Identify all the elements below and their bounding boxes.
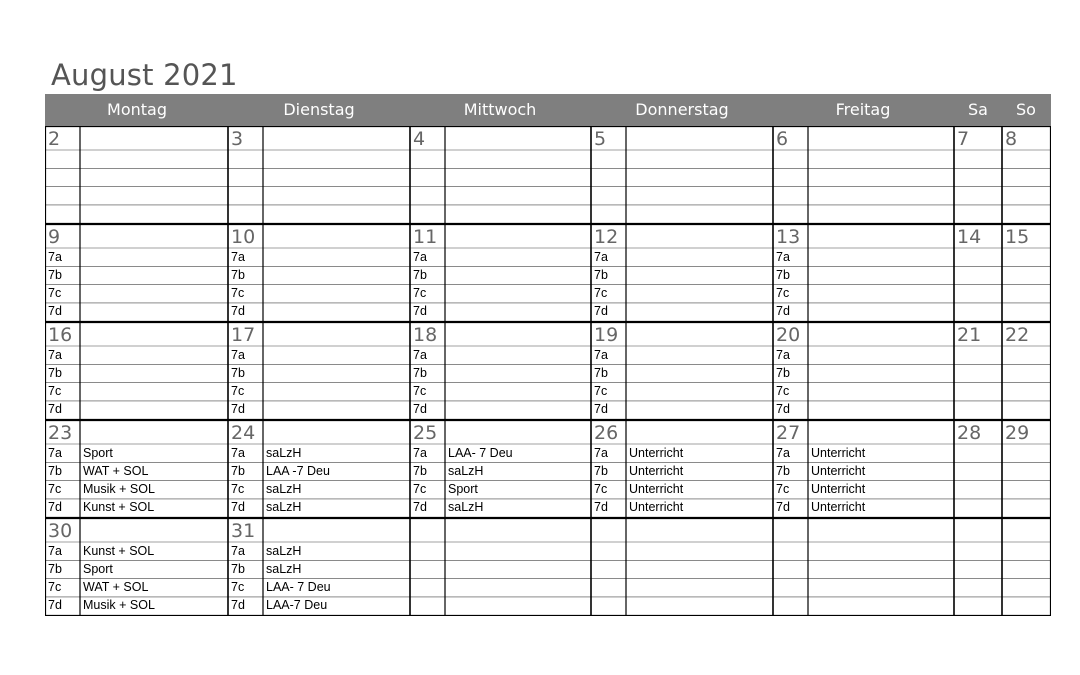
lesson-entry: Musik + SOL [83, 482, 155, 497]
day-number: 24 [231, 422, 256, 444]
weekend-day-number: 14 [957, 226, 982, 248]
class-label: 7b [413, 365, 427, 380]
class-label: 7a [231, 249, 245, 264]
class-label: 7b [413, 463, 427, 478]
class-label: 7b [48, 365, 62, 380]
class-label: 7b [776, 463, 790, 478]
class-label: 7a [231, 543, 245, 558]
lesson-entry: Unterricht [629, 463, 684, 478]
day-number: 2 [48, 128, 61, 150]
lesson-entry: LAA- 7 Deu [266, 580, 331, 595]
weekday-header-2: Mittwoch [463, 100, 537, 119]
class-label: 7d [48, 402, 62, 417]
class-label: 7d [231, 304, 245, 319]
grid-lines [45, 126, 1051, 616]
weekday-header-0: Montag [107, 100, 167, 119]
lesson-entry: Unterricht [811, 445, 866, 460]
day-number: 6 [776, 128, 789, 150]
class-label: 7a [48, 445, 62, 460]
lesson-entry: Kunst + SOL [83, 543, 155, 558]
day-number: 11 [413, 226, 438, 248]
class-label: 7a [594, 347, 608, 362]
lesson-entry: LAA -7 Deu [266, 463, 330, 478]
day-number: 19 [594, 324, 619, 346]
lesson-entry: Unterricht [811, 500, 866, 515]
lesson-entry: saLzH [266, 445, 302, 460]
weekend-day-number: 22 [1005, 324, 1030, 346]
day-number: 27 [776, 422, 801, 444]
class-label: 7b [48, 463, 62, 478]
class-label: 7b [776, 365, 790, 380]
weekend-day-number: 8 [1005, 128, 1018, 150]
weekday-header-3: Donnerstag [635, 100, 729, 119]
lesson-entry: Kunst + SOL [83, 500, 155, 515]
day-number: 12 [594, 226, 619, 248]
class-label: 7b [231, 463, 245, 478]
class-label: 7b [594, 463, 608, 478]
weekday-header-5: Sa [968, 100, 988, 119]
lesson-entry: Sport [83, 445, 113, 460]
class-label: 7b [594, 267, 608, 282]
lesson-entry: WAT + SOL [83, 580, 149, 595]
class-label: 7a [776, 249, 790, 264]
class-label: 7c [594, 286, 608, 301]
weekend-day-number: 15 [1005, 226, 1030, 248]
class-label: 7a [413, 347, 427, 362]
day-number: 26 [594, 422, 619, 444]
class-label: 7d [413, 402, 427, 417]
class-label: 7c [776, 482, 790, 497]
class-label: 7a [413, 249, 427, 264]
weekday-header-4: Freitag [835, 100, 891, 119]
day-number: 30 [48, 520, 73, 542]
class-label: 7d [231, 500, 245, 515]
lesson-entry: saLzH [266, 561, 302, 576]
lesson-entry: LAA-7 Deu [266, 598, 328, 613]
class-label: 7c [594, 482, 608, 497]
class-label: 7b [413, 267, 427, 282]
day-number: 4 [413, 128, 426, 150]
class-label: 7a [231, 347, 245, 362]
day-number: 20 [776, 324, 801, 346]
day-number: 25 [413, 422, 438, 444]
class-label: 7c [48, 580, 62, 595]
lesson-entry: saLzH [448, 463, 484, 478]
calendar-grid [45, 126, 1051, 616]
class-label: 7d [413, 304, 427, 319]
class-label: 7c [48, 384, 62, 399]
weekday-header-1: Dienstag [283, 100, 355, 119]
class-label: 7a [231, 445, 245, 460]
class-label: 7a [776, 347, 790, 362]
day-number: 16 [48, 324, 73, 346]
lesson-entry: saLzH [266, 482, 302, 497]
lesson-entry: Musik + SOL [83, 598, 155, 613]
class-label: 7c [48, 482, 62, 497]
class-label: 7b [231, 561, 245, 576]
class-label: 7a [48, 249, 62, 264]
class-label: 7d [48, 500, 62, 515]
class-label: 7a [48, 347, 62, 362]
class-label: 7d [48, 598, 62, 613]
class-label: 7d [776, 304, 790, 319]
lesson-entry: Unterricht [629, 500, 684, 515]
class-label: 7d [231, 402, 245, 417]
lesson-entry: Sport [83, 561, 113, 576]
class-label: 7d [413, 500, 427, 515]
class-label: 7c [231, 482, 245, 497]
class-label: 7c [776, 384, 790, 399]
class-label: 7d [594, 500, 608, 515]
weekday-header [45, 94, 1051, 126]
day-number: 9 [48, 226, 61, 248]
day-number: 3 [231, 128, 244, 150]
class-label: 7a [594, 249, 608, 264]
day-number: 23 [48, 422, 73, 444]
calendar-title: August 2021 [51, 58, 238, 92]
weekday-header-6: So [1016, 100, 1036, 119]
class-label: 7c [48, 286, 62, 301]
weekend-day-number: 28 [957, 422, 982, 444]
class-label: 7b [231, 365, 245, 380]
class-label: 7c [413, 482, 427, 497]
class-label: 7a [776, 445, 790, 460]
lesson-entry: saLzH [266, 500, 302, 515]
class-label: 7b [48, 561, 62, 576]
class-label: 7a [48, 543, 62, 558]
lesson-entry: Unterricht [811, 463, 866, 478]
day-number: 5 [594, 128, 607, 150]
lesson-entry: saLzH [448, 500, 484, 515]
class-label: 7c [776, 286, 790, 301]
class-label: 7d [594, 402, 608, 417]
day-number: 17 [231, 324, 256, 346]
class-label: 7d [48, 304, 62, 319]
weekend-day-number: 21 [957, 324, 982, 346]
day-number: 18 [413, 324, 438, 346]
class-label: 7b [231, 267, 245, 282]
class-label: 7b [776, 267, 790, 282]
class-label: 7b [48, 267, 62, 282]
class-label: 7d [776, 402, 790, 417]
lesson-entry: saLzH [266, 543, 302, 558]
class-label: 7c [231, 580, 245, 595]
day-number: 31 [231, 520, 256, 542]
day-number: 10 [231, 226, 256, 248]
lesson-entry: LAA- 7 Deu [448, 445, 513, 460]
weekend-day-number: 29 [1005, 422, 1030, 444]
class-label: 7a [413, 445, 427, 460]
class-label: 7c [231, 384, 245, 399]
class-label: 7d [231, 598, 245, 613]
lesson-entry: Sport [448, 482, 478, 497]
lesson-entry: WAT + SOL [83, 463, 149, 478]
lesson-entry: Unterricht [629, 445, 684, 460]
class-label: 7c [594, 384, 608, 399]
class-label: 7c [231, 286, 245, 301]
class-label: 7c [413, 286, 427, 301]
class-label: 7c [413, 384, 427, 399]
day-number: 13 [776, 226, 801, 248]
class-label: 7d [776, 500, 790, 515]
weekend-day-number: 7 [957, 128, 970, 150]
class-label: 7b [594, 365, 608, 380]
lesson-entry: Unterricht [811, 482, 866, 497]
class-label: 7d [594, 304, 608, 319]
lesson-entry: Unterricht [629, 482, 684, 497]
class-label: 7a [594, 445, 608, 460]
